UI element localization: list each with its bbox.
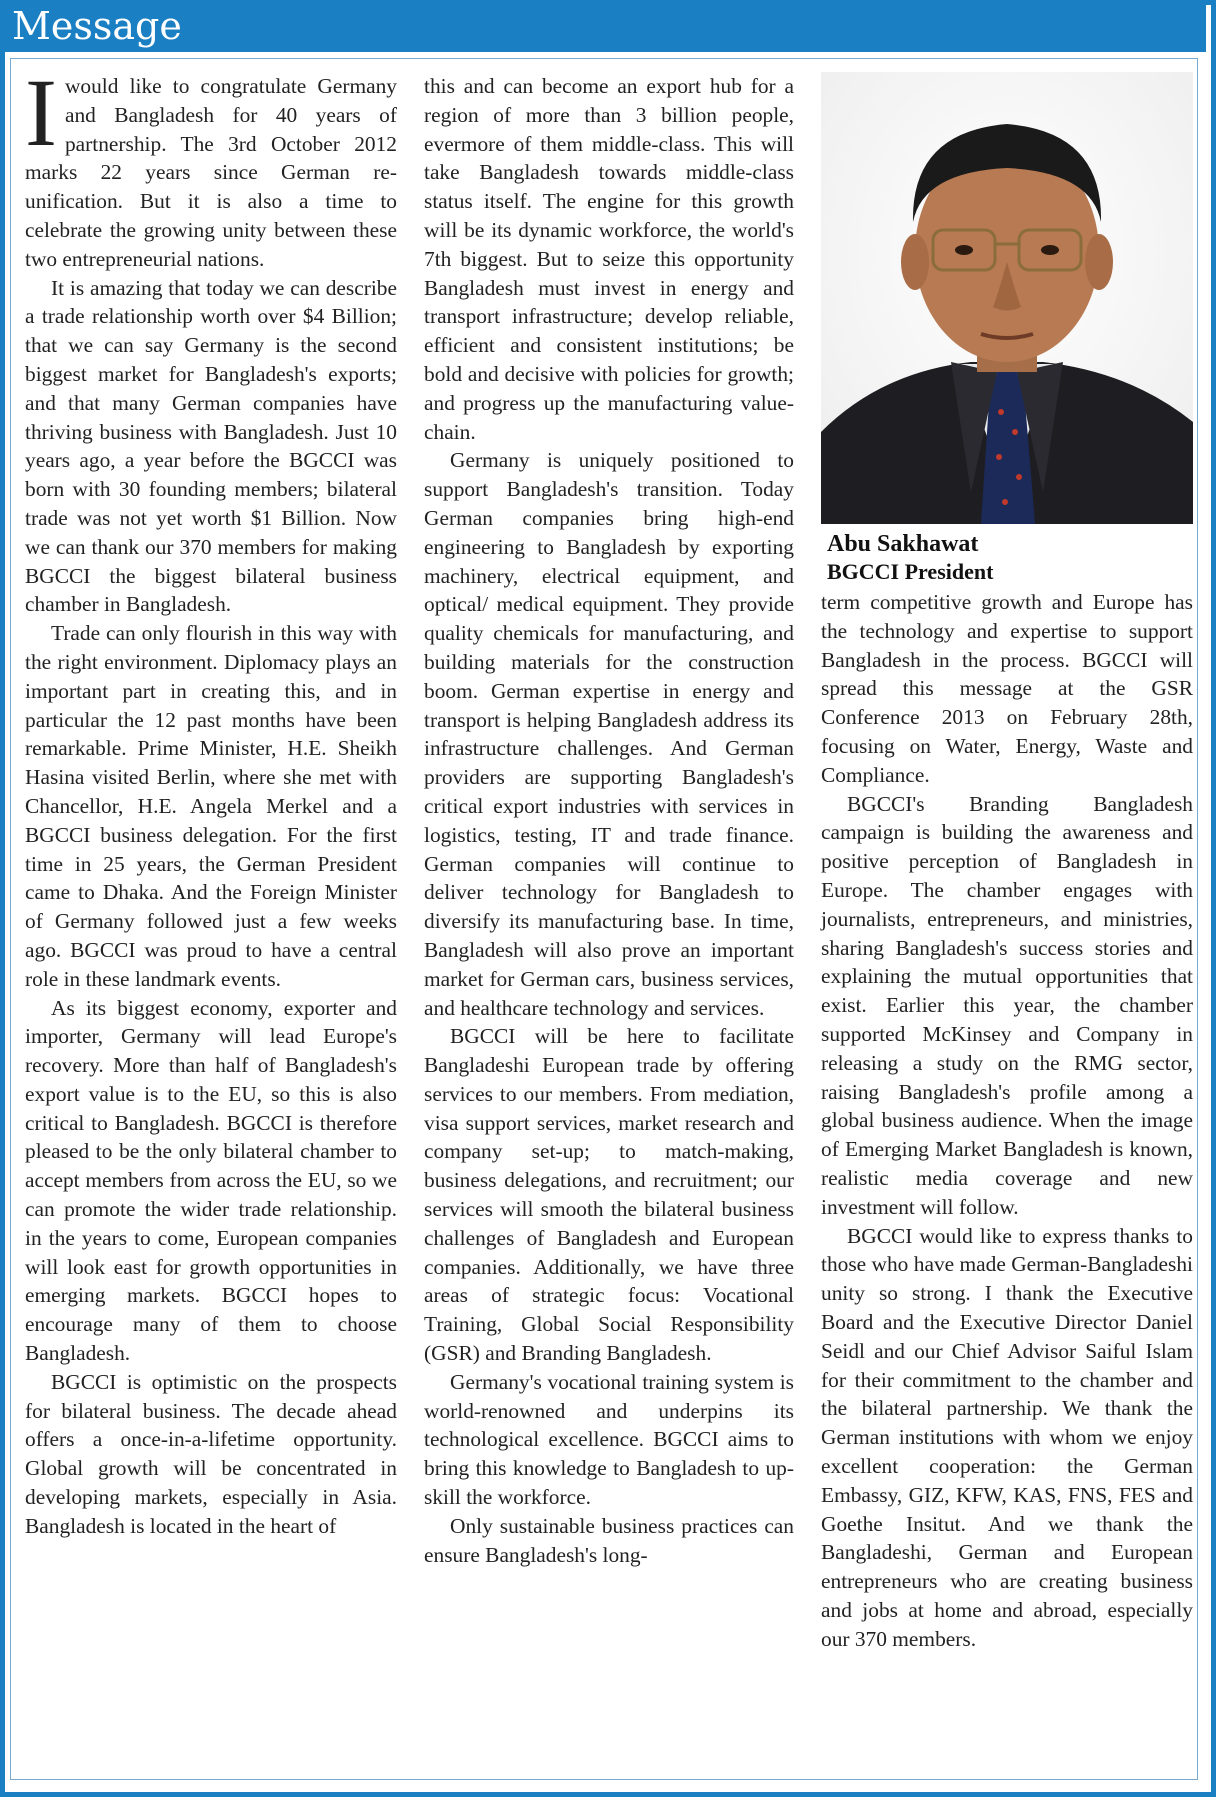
paragraph: BGCCI's Branding Bangladesh campaign is building the awareness and positive perception of Bangladesh in Europe. The chamber engages with journalists, entrepreneurs, and ministries, sharing Bangladesh's success stories and explaining the mutual opportunities that exist. Earlier this year, the chamber supported McKinsey and Company in releasing a study on the RMG sector, raising Bangladesh's profile among a global business audience. When the image of Emerging Market Bangladesh is known, realistic media coverage and new investment will follow. [821, 791, 1193, 1219]
paragraph: this and can become an export hub for a region of more than 3 billion people, evermore of them middle-class. This will take Bangladesh towards middle-class status itself. The engine for this growth will be its dynamic workforce, the world's 7th biggest. But to seize this opportunity Bangladesh must invest in energy and transport infrastructure; develop reliable, efficient and consistent institutions; be bold and decisive with policies for growth; and progress up the manufacturing value-chain. [424, 74, 794, 444]
dropcap: I [25, 59, 57, 166]
paragraph: Trade can only flourish in this way with the right environment. Diplomacy plays an important part in creating this, and in particular the 12 past months have been remarkable. Prime Minister, H.E. Sheikh Hasina visited Berlin, where she met with Chancellor, H.E. Angela Merkel and a BGCCI business delegation. For the first time in 25 years, the German President came to Dhaka. And the Foreign Minister of Germany followed just a few weeks ago. BGCCI was proud to have a central role in these landmark events. [25, 621, 397, 991]
paragraph: It is amazing that today we can describe a trade relationship worth over $4 Billion; that we can say Germany is the second biggest market for Bangladesh's exports; and that many German companies have thriving business with Bangladesh. Just 10 years ago, a year before the BGCCI was born with 30 founding members; bilateral trade was not yet worth $1 Billion. Now we can thank our 370 members for making BGCCI the biggest bilateral business chamber in Bangladesh. [25, 275, 397, 617]
article-column-1 [25, 59, 397, 1772]
page-title: Message [12, 4, 182, 48]
portrait-illustration [821, 72, 1193, 524]
author-name: Abu Sakhawat [827, 531, 979, 557]
article-column-2 [424, 72, 794, 1772]
paragraph [25, 59, 397, 274]
paragraph: Only sustainable business practices can ensure Bangladesh's long- [424, 1513, 794, 1567]
author-role: BGCCI President [827, 559, 994, 584]
paragraph: Germany's vocational training system is world-renowned and underpins its technological excellence. BGCCI aims to bring this knowledge to Bangladesh to up-skill the workforce. [424, 1369, 794, 1510]
paragraph: BGCCI will be here to facilitate Bangladeshi European trade by offering services to our members. From mediation, visa support services, market research and company set-up; to match-making, business delegations, and recruitment; our services will smooth the bilateral business challenges of Bangladesh and European companies. Additionally, we have three areas of strategic focus: Vocational Training, Global Social Responsibility (GSR) and Branding Bangladesh. [424, 1024, 794, 1366]
paragraph: BGCCI is optimistic on the prospects for bilateral business. The decade ahead offers a once-in-a-lifetime opportunity. Global growth will be concentrated in developing markets, especially in Asia. Bangladesh is located in the heart of [25, 1369, 397, 1538]
paragraph: term competitive growth and Europe has the technology and expertise to support Bangladesh in the process. BGCCI will spread this message at the GSR Conference 2013 on February 28th, focusing on Water, Energy, Waste and Compliance. [821, 590, 1193, 787]
paragraph: As its biggest economy, exporter and importer, Germany will lead Europe's recovery. More than half of Bangladesh's export value is to the EU, so this is also critical to Bangladesh. BGCCI is therefore pleased to be the only bilateral chamber to accept members from across the EU, so we can promote the wider trade relationship. in the years to come, European companies will look east for growth opportunities in emerging markets. BGCCI hopes to encourage many of them to choose Bangladesh. [25, 995, 397, 1366]
paragraph: BGCCI would like to express thanks to those who have made German-Bangladeshi unity so strong. I thank the Executive Board and the Executive Director Daniel Seidl and our Chief Advisor Saiful Islam for their commitment to the chamber and the bilateral partnership. We thank the German institutions with whom we enjoy excellent cooperation: the German Embassy, GIZ, KFW, KAS, FNS, FES and Goethe Insitut. And we thank the Bangladeshi, German and European entrepreneurs who are creating business and jobs at home and abroad, especially our 370 members. [821, 1223, 1193, 1651]
header-bar [0, 0, 1206, 52]
author-portrait [821, 72, 1193, 524]
paragraph: Germany is uniquely positioned to support Bangladesh's transition. Today German companies bring high-end engineering to Bangladesh by exporting machinery, electrical equipment, and optical/ medical equipment. They provide quality chemicals for manufacturing, and building materials for the construction boom. German expertise in energy and transport is helping Bangladesh address its infrastructure challenges. And German providers are supporting Bangladesh's critical export industries with services in logistics, testing, IT and trade finance. German companies will continue to deliver technology for Bangladesh to diversify its manufacturing base. In time, Bangladesh will also prove an important market for German cars, business services, and healthcare technology and services. [424, 448, 794, 1020]
paragraph-text: would like to congratulate Germany and Bangladesh for 40 years of partnership. The 3rd October 2012 marks 22 years since German re-unification. But it is also a time to celebrate the growing unity between these two entrepreneurial nations. [25, 74, 397, 271]
article-column-3 [821, 588, 1193, 1778]
